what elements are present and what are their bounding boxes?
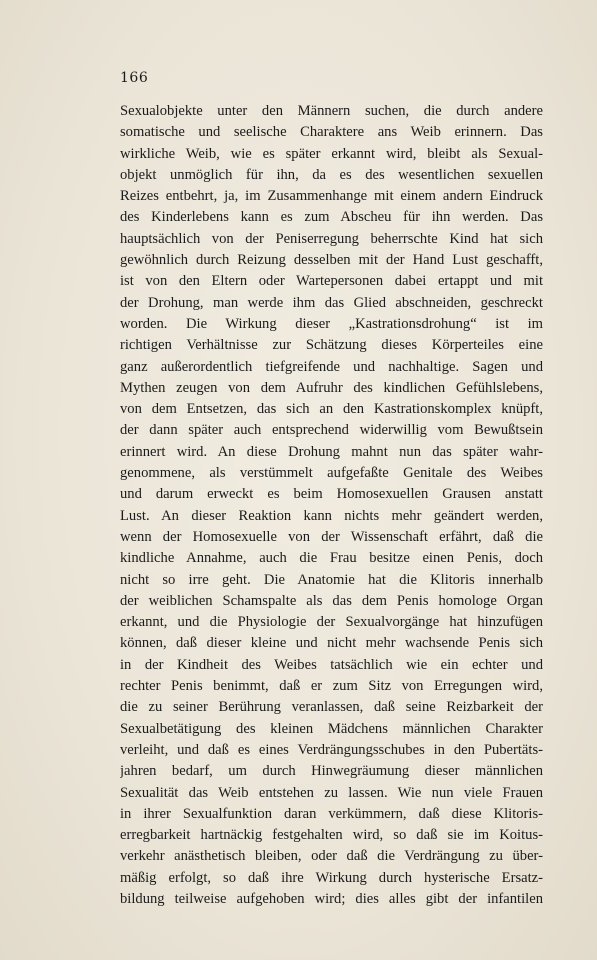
text-line: hauptsächlich von der Peniserregung beherrschte Kind hat sich xyxy=(120,230,543,247)
text-line: in ihrer Sexualfunktion daran verkümmern, daß diese Klitoris- xyxy=(120,805,543,822)
text-line: rechter Penis benimmt, daß er zum Sitz von Erregungen wird, xyxy=(120,678,543,695)
text-line: wenn der Homosexuelle von der Wissenschaft erfährt, daß die xyxy=(120,528,543,545)
text-line: der Drohung, man werde ihm das Glied abschneiden, geschreckt xyxy=(120,294,543,311)
text-line: somatische und seelische Charaktere ans Weib erinnern. Das xyxy=(120,124,543,141)
text-line: des Kinderlebens kann es zum Abscheu für ihn werden. Das xyxy=(120,209,543,226)
text-line: jahren bedarf, um durch Hinwegräumung dieser männlichen xyxy=(120,763,543,780)
text-line: richtigen Verhältnisse zur Schätzung dieses Körperteiles eine xyxy=(120,337,543,354)
text-line: erkannt, und die Physiologie der Sexualvorgänge hat hinzufügen xyxy=(120,614,543,631)
text-line: gewöhnlich durch Reizung desselben mit der Hand Lust geschafft, xyxy=(120,252,543,269)
text-line: nicht so irre geht. Die Anatomie hat die Klitoris innerhalb xyxy=(120,571,543,588)
text-line: kindliche Annahme, auch die Frau besitze einen Penis, doch xyxy=(120,550,543,567)
text-line: objekt unmöglich für ihn, da es des wesentlichen sexuellen xyxy=(120,166,543,183)
text-line: von dem Entsetzen, das sich an den Kastrationskomplex knüpft, xyxy=(120,401,543,418)
text-line: verleiht, und daß es eines Verdrängungsschubes in den Pubertäts- xyxy=(120,741,543,758)
text-line: Reizes entbehrt, ja, im Zusammenhange mit einem andern Eindruck xyxy=(120,188,543,205)
text-line: die zu seiner Berührung veranlassen, daß seine Reizbarkeit der xyxy=(120,699,543,716)
text-line: Sexualobjekte unter den Männern suchen, die durch andere xyxy=(120,103,543,119)
text-line: können, daß dieser kleine und nicht mehr wachsende Penis sich xyxy=(120,635,543,652)
page-number: 166 xyxy=(120,70,149,86)
text-line: in der Kindheit des Weibes tatsächlich wie ein echter und xyxy=(120,656,543,673)
text-line: worden. Die Wirkung dieser „Kastrationsdrohung“ ist im xyxy=(120,315,543,332)
text-line: erinnert wird. An diese Drohung mahnt nun das später wahr- xyxy=(120,443,543,460)
body-text xyxy=(120,101,543,910)
text-line: genommene, als verstümmelt aufgefaßte Genitale des Weibes xyxy=(120,465,543,482)
text-line: verkehr anästhetisch bleiben, oder daß die Verdrängung zu über- xyxy=(120,848,543,865)
text-line: der weiblichen Schamspalte als das dem Penis homologe Organ xyxy=(120,592,543,609)
text-line: bildung teilweise aufgehoben wird; dies alles gibt der infantilen xyxy=(120,890,543,907)
text-line: ganz außerordentlich tiefgreifende und nachhaltige. Sagen und xyxy=(120,358,543,375)
text-line: ist von den Eltern oder Wartepersonen dabei ertappt und mit xyxy=(120,273,543,290)
text-line: der dann später auch entsprechend widerwillig vom Bewußtsein xyxy=(120,422,543,439)
text-line: mäßig erfolgt, so daß ihre Wirkung durch hysterische Ersatz- xyxy=(120,869,543,886)
text-line: erregbarkeit hartnäckig festgehalten wird, so daß sie im Koitus- xyxy=(120,827,543,844)
text-line: wirkliche Weib, wie es später erkannt wird, bleibt als Sexual- xyxy=(120,145,543,162)
text-line: Mythen zeugen von dem Aufruhr des kindlichen Gefühlslebens, xyxy=(120,379,543,396)
text-line: Lust. An dieser Reaktion kann nichts mehr geändert werden, xyxy=(120,507,543,524)
text-line: und darum erweckt es beim Homosexuellen Grausen anstatt xyxy=(120,486,543,503)
text-line: Sexualbetätigung des kleinen Mädchens männlichen Charakter xyxy=(120,720,543,737)
text-line: Sexualität das Weib entstehen zu lassen. Wie nun viele Frauen xyxy=(120,784,543,801)
